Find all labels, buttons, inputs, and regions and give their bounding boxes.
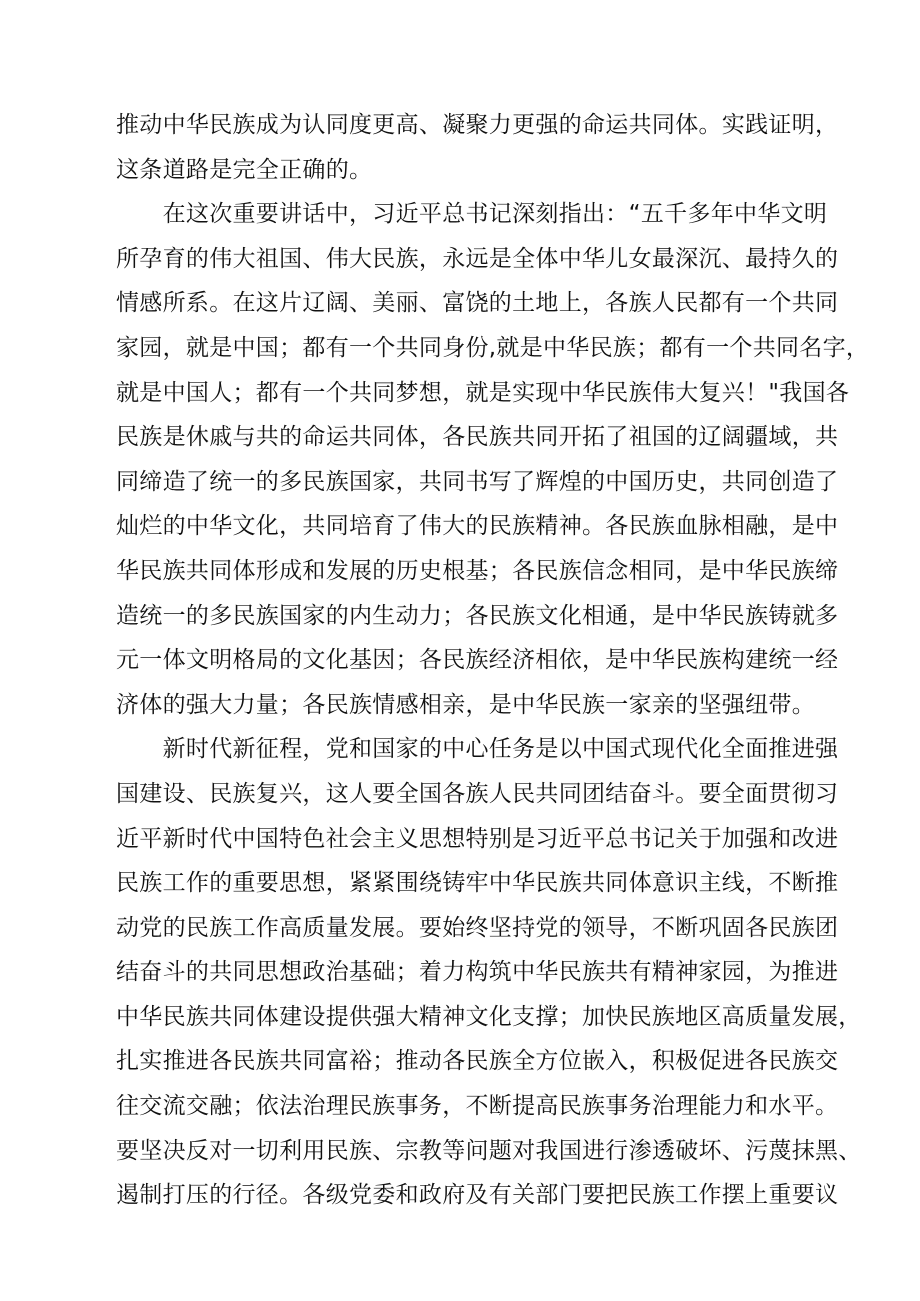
text-line: 要坚决反对一切利用民族、宗教等问题对我国进行渗透破坏、污蔑抹黑、 — [116, 1137, 862, 1164]
text-line: 民族工作的重要思想，紧紧围绕铸牢中华民族共同体意识主线，不断推 — [116, 870, 839, 897]
text-line: 就是中国人；都有一个共同梦想，就是实现中华民族伟大复兴！"我国各 — [116, 379, 850, 406]
text-line: 在这次重要讲话中，习近平总书记深刻指出：“五千多年中华文明 — [116, 201, 828, 228]
text-line: 造统一的多民族国家的内生动力；各民族文化相通，是中华民族铸就多 — [116, 602, 839, 629]
text-line: 华民族共同体形成和发展的历史根基；各民族信念相同，是中华民族缔 — [116, 557, 839, 584]
text-line: 同缔造了统一的多民族国家，共同书写了辉煌的中国历史，共同创造了 — [116, 468, 839, 495]
text-line: 国建设、民族复兴，这人要全国各族人民共同团结奋斗。要全面贯彻习 — [116, 780, 839, 807]
text-line: 往交流交融；依法治理民族事务，不断提高民族事务治理能力和水平。 — [116, 1093, 839, 1120]
text-line: 扎实推进各民族共同富裕；推动各民族全方位嵌入，积极促进各民族交 — [116, 1048, 839, 1075]
text-line: 灿烂的中华文化，共同培育了伟大的民族精神。各民族血脉相融，是中 — [116, 513, 839, 540]
text-line: 民族是休戚与共的命运共同体，各民族共同开拓了祖国的辽阔疆域，共 — [116, 424, 839, 451]
text-line: 这条道路是完全正确的。 — [116, 156, 373, 183]
text-line: 推动中华民族成为认同度更高、凝聚力更强的命运共同体。实践证明， — [116, 112, 839, 138]
text-line: 近平新时代中国特色社会主义思想特别是习近平总书记关于加强和改进 — [116, 825, 839, 852]
text-line: 结奋斗的共同思想政治基础；着力构筑中华民族共有精神家园，为推进 — [116, 959, 839, 986]
text-line: 情感所系。在这片辽阔、美丽、富饶的土地上，各族人民都有一个共同 — [116, 290, 839, 317]
text-line: 所孕育的伟大祖国、伟大民族，永远是全体中华儿女最深沉、最持久的 — [116, 245, 839, 272]
text-line: 元一体文明格局的文化基因；各民族经济相依，是中华民族构建统一经 — [116, 647, 839, 674]
text-line: 家园，就是中国；都有一个共同身份,就是中华民族；都有一个共同名字， — [116, 334, 870, 361]
text-line: 济体的强大力量；各民族情感相亲，是中华民族一家亲的坚强纽带。 — [116, 691, 815, 718]
text-line: 遏制打压的行径。各级党委和政府及有关部门要把民族工作摆上重要议 — [116, 1182, 839, 1209]
text-line: 新时代新征程，党和国家的中心任务是以中国式现代化全面推进强 — [116, 736, 839, 763]
body-text — [116, 103, 870, 1218]
text-line: 动党的民族工作高质量发展。要始终坚持党的领导，不断巩固各民族团 — [116, 914, 839, 941]
text-line: 中华民族共同体建设提供强大精神文化支撑；加快民族地区高质量发展， — [116, 1003, 862, 1030]
